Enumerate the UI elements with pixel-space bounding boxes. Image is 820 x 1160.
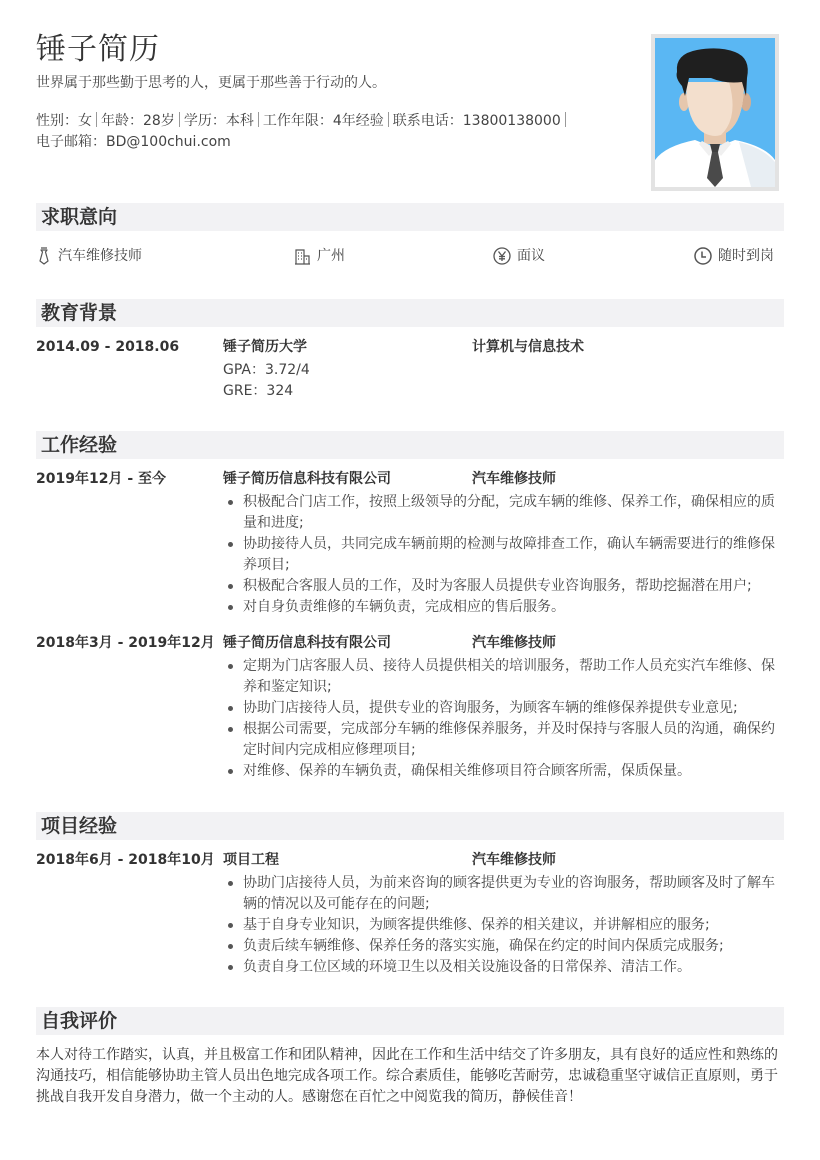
resume-header [36,30,636,153]
list-item: 定期为门店客服人员、接待人员提供相关的培训服务，帮助工作人员充实汽车维修、保养和鉴定知识; [223,656,784,698]
school-name: 锤子简历大学 [223,339,307,355]
divider [258,112,259,127]
section-project [36,812,784,978]
list-item: 对自身负责维修的车辆负责，完成相应的售后服务。 [223,597,784,618]
major: 计算机与信息技术 [472,339,584,355]
info-age: 年龄：28岁 [101,113,175,129]
yuan-icon [493,247,511,265]
section-title: 工作经验 [36,431,784,459]
job-role: 汽车维修技师 [472,471,556,487]
intent-label: 汽车维修技师 [58,248,142,264]
list-item: 协助门店接待人员，为前来咨询的顾客提供更为专业的咨询服务，帮助顾客及时了解车辆的情况以及可能存在的问题; [223,873,784,915]
section-title: 项目经验 [36,812,784,840]
info-experience: 工作年限：4年经验 [262,113,384,129]
section-title: 自我评价 [36,1007,784,1035]
clock-icon [694,247,712,265]
entry-details [36,632,784,782]
info-gender: 性别：女 [36,113,92,129]
intent-label: 随时到岗 [718,248,774,264]
project-name: 项目工程 [223,852,279,868]
company-name: 锤子简历信息科技有限公司 [223,635,391,651]
section-education [36,299,784,402]
list-item: 基于自身专业知识，为顾客提供维修、保养的相关建议，并讲解相应的服务; [223,915,784,936]
building-icon [294,248,311,265]
entry-details [36,468,784,618]
intent-position [36,243,142,269]
bullet-list [223,656,784,782]
intent-availability [694,243,774,269]
entry-date: 2014.09 - 2018.06 [36,339,180,355]
project-role: 汽车维修技师 [472,852,556,868]
motto: 世界属于那些勤于思考的人，更属于那些善于行动的人。 [36,75,386,91]
list-item: 负责后续车辆维修、保养任务的落实实施，确保在约定的时间内保质完成服务; [223,936,784,957]
company-name: 锤子简历信息科技有限公司 [223,471,391,487]
work-entry [36,468,784,618]
job-role: 汽车维修技师 [472,635,556,651]
entry-date: 2018年3月 - 2019年12月 [36,635,215,651]
section-work [36,431,784,782]
list-item: 积极配合客服人员的工作，及时为客服人员提供专业咨询服务，帮助挖掘潜在用户; [223,576,784,597]
intent-label: 面议 [517,248,545,264]
intent-row [36,243,784,269]
resume-name: 锤子简历 [36,32,160,67]
section-title: 教育背景 [36,299,784,327]
gre: GRE：324 [223,383,294,399]
list-item: 根据公司需要，完成部分车辆的维修保养服务，并及时保持与客服人员的沟通，确保约定时间内完成相应修理项目; [223,719,784,761]
list-item: 对维修、保养的车辆负责，确保相关维修项目符合顾客所需，保质保量。 [223,761,784,782]
tie-icon [36,247,52,265]
intent-label: 广州 [317,248,345,264]
list-item: 协助接待人员，共同完成车辆前期的检测与故障排查工作，确认车辆需要进行的维修保养项目; [223,534,784,576]
divider [96,112,97,127]
intent-salary [493,243,545,269]
project-entry [36,849,784,978]
list-item: 积极配合门店工作，按照上级领导的分配，完成车辆的维修、保养工作，确保相应的质量和进度; [223,492,784,534]
bullet-list [223,873,784,978]
profile-photo [651,34,779,191]
section-title: 求职意向 [36,203,784,231]
info-phone: 联系电话：13800138000 [392,113,561,129]
work-entry [36,632,784,782]
self-evaluation-text: 本人对待工作踏实，认真，并且极富工作和团队精神，因此在工作和生活中结交了许多朋友，具有良好的适应性和熟练的沟通技巧，相信能够协助主管人员出色地完成各项工作。综合素质佳，能够吃苦耐劳，忠诚稳重坚守诚信正直原则，勇于挑战自我开发自身潜力，做一个主动的人。感谢您在百忙之中阅览我的简历，静候佳音！ [36,1047,778,1105]
info-education: 学历：本科 [183,113,254,129]
list-item: 协助门店接待人员，提供专业的咨询服务，为顾客车辆的维修保养提供专业意见; [223,698,784,719]
info-email: 电子邮箱：BD@100chui.com [36,134,231,150]
divider [179,112,180,127]
divider [388,112,389,127]
list-item: 负责自身工位区域的环境卫生以及相关设施设备的日常保养、清洁工作。 [223,957,784,978]
intent-city [294,243,345,269]
gpa: GPA：3.72/4 [223,362,310,378]
divider [565,112,566,127]
entry-date: 2019年12月 - 至今 [36,471,167,487]
personal-info [36,111,596,153]
bullet-list [223,492,784,618]
entry-date: 2018年6月 - 2018年10月 [36,852,215,868]
avatar-icon [655,38,775,187]
section-self-evaluation [36,1007,784,1108]
section-job-intent [36,203,784,269]
education-entry [36,336,784,402]
